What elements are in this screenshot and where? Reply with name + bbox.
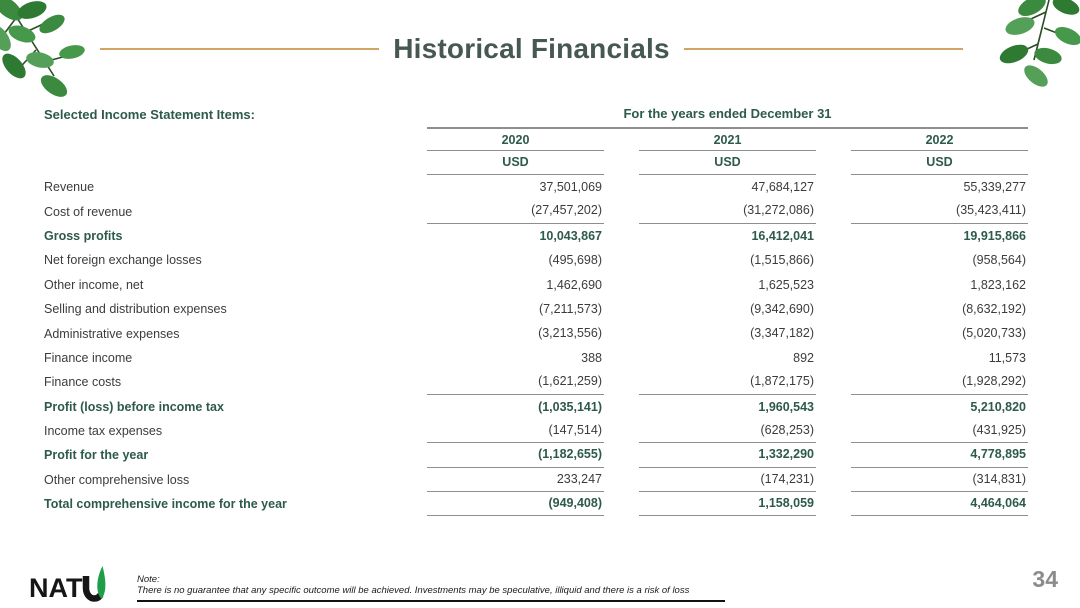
table-row [44,346,1028,370]
row-label: Finance costs [44,375,122,390]
row-value: 11,573 [988,350,1026,365]
table-body [44,175,1028,516]
table-row [44,224,1028,248]
row-value: 4,778,895 [851,443,1028,467]
row-value: 5,210,820 [970,399,1026,414]
row-value: 19,915,866 [963,228,1026,243]
year-header: 2021 [639,129,816,151]
row-value: (431,925) [851,419,1028,443]
row-label: Revenue [44,180,95,195]
row-value: (27,457,202) [427,199,604,223]
table-row [44,199,1028,223]
logo-u-leaf-icon [82,564,107,602]
title-rule-left [100,48,379,50]
row-label: Profit for the year [44,448,149,463]
currency-header: USD [639,151,816,175]
row-value: 16,412,041 [751,228,814,243]
row-label: Gross profits [44,228,123,243]
table-row [44,443,1028,467]
row-value: (958,564) [972,253,1026,268]
table-row [44,321,1028,345]
row-value: 233,247 [427,468,604,492]
row-value: (1,515,866) [750,253,814,268]
currency-header-row [427,151,1028,175]
table-row [44,370,1028,394]
row-value: (628,253) [639,419,816,443]
row-value: (495,698) [548,253,602,268]
row-value: 55,339,277 [963,180,1026,194]
row-value: (314,831) [851,468,1028,492]
currency-header: USD [427,151,604,175]
row-value: 1,332,290 [639,443,816,467]
note-text: There is no guarantee that any specific outcome will be achieved. Investments may be speculative, illiquid and there is a risk of loss [137,584,690,596]
year-header-row [427,127,1028,151]
row-value: 388 [581,350,602,365]
row-label: Profit (loss) before income tax [44,399,224,414]
row-value: (8,632,192) [962,301,1026,316]
note-label: Note: [137,574,160,585]
row-value: (31,272,086) [639,199,816,223]
row-value: (1,035,141) [538,399,602,414]
row-value: 1,823,162 [970,277,1026,292]
row-label: Net foreign exchange losses [44,253,202,268]
row-value: (7,211,573) [538,301,602,316]
row-value: (3,213,556) [538,326,602,341]
footnote [137,575,725,602]
row-value: 37,501,069 [539,180,602,194]
table-row [44,273,1028,297]
row-value: (1,928,292) [851,370,1028,394]
row-label: Income tax expenses [44,424,163,439]
row-value: (174,231) [639,468,816,492]
row-label: Selling and distribution expenses [44,302,227,317]
row-value: (5,020,733) [962,326,1026,341]
table-row [44,468,1028,492]
row-value: 4,464,064 [851,492,1028,516]
row-value: 10,043,867 [539,228,602,243]
title-band [100,33,963,65]
row-label: Cost of revenue [44,204,133,219]
row-label: Other income, net [44,277,144,292]
row-value: (1,872,175) [639,370,816,394]
row-label: Total comprehensive income for the year [44,497,287,512]
row-value: (147,514) [427,419,604,443]
leaf-branch-top-left-icon [0,0,100,110]
table-row [44,419,1028,443]
table-row [44,248,1028,272]
table-left-header: Selected Income Statement Items: [44,107,255,122]
natu-logo [29,564,107,602]
table-group-header: For the years ended December 31 [623,106,832,121]
row-label: Administrative expenses [44,326,180,341]
year-header: 2022 [851,129,1028,151]
row-value: (9,342,690) [750,301,814,316]
note-divider [137,600,725,602]
title-rule-right [684,48,963,50]
row-value: 1,625,523 [758,277,814,292]
row-label: Other comprehensive loss [44,472,190,487]
row-value: (1,621,259) [427,370,604,394]
row-value: (1,182,655) [427,443,604,467]
currency-header: USD [851,151,1028,175]
row-label: Finance income [44,350,133,365]
row-value: (35,423,411) [851,199,1028,223]
page-title: Historical Financials [393,33,670,64]
table-row [44,175,1028,199]
leaf-branch-top-right-icon [986,0,1080,88]
table-row [44,492,1028,516]
year-header: 2020 [427,129,604,151]
row-value: 1,158,059 [639,492,816,516]
table-row [44,395,1028,419]
income-statement-table [44,106,1028,516]
row-value: 1,462,690 [546,277,602,292]
page-number: 34 [1032,566,1058,592]
logo-text: NAT [29,573,83,603]
table-row [44,297,1028,321]
row-value: 892 [793,350,814,365]
row-value: (3,347,182) [750,326,814,341]
row-value: 1,960,543 [758,399,814,414]
table-header [44,106,1028,175]
row-value: 47,684,127 [751,180,814,194]
row-value: (949,408) [427,492,604,516]
